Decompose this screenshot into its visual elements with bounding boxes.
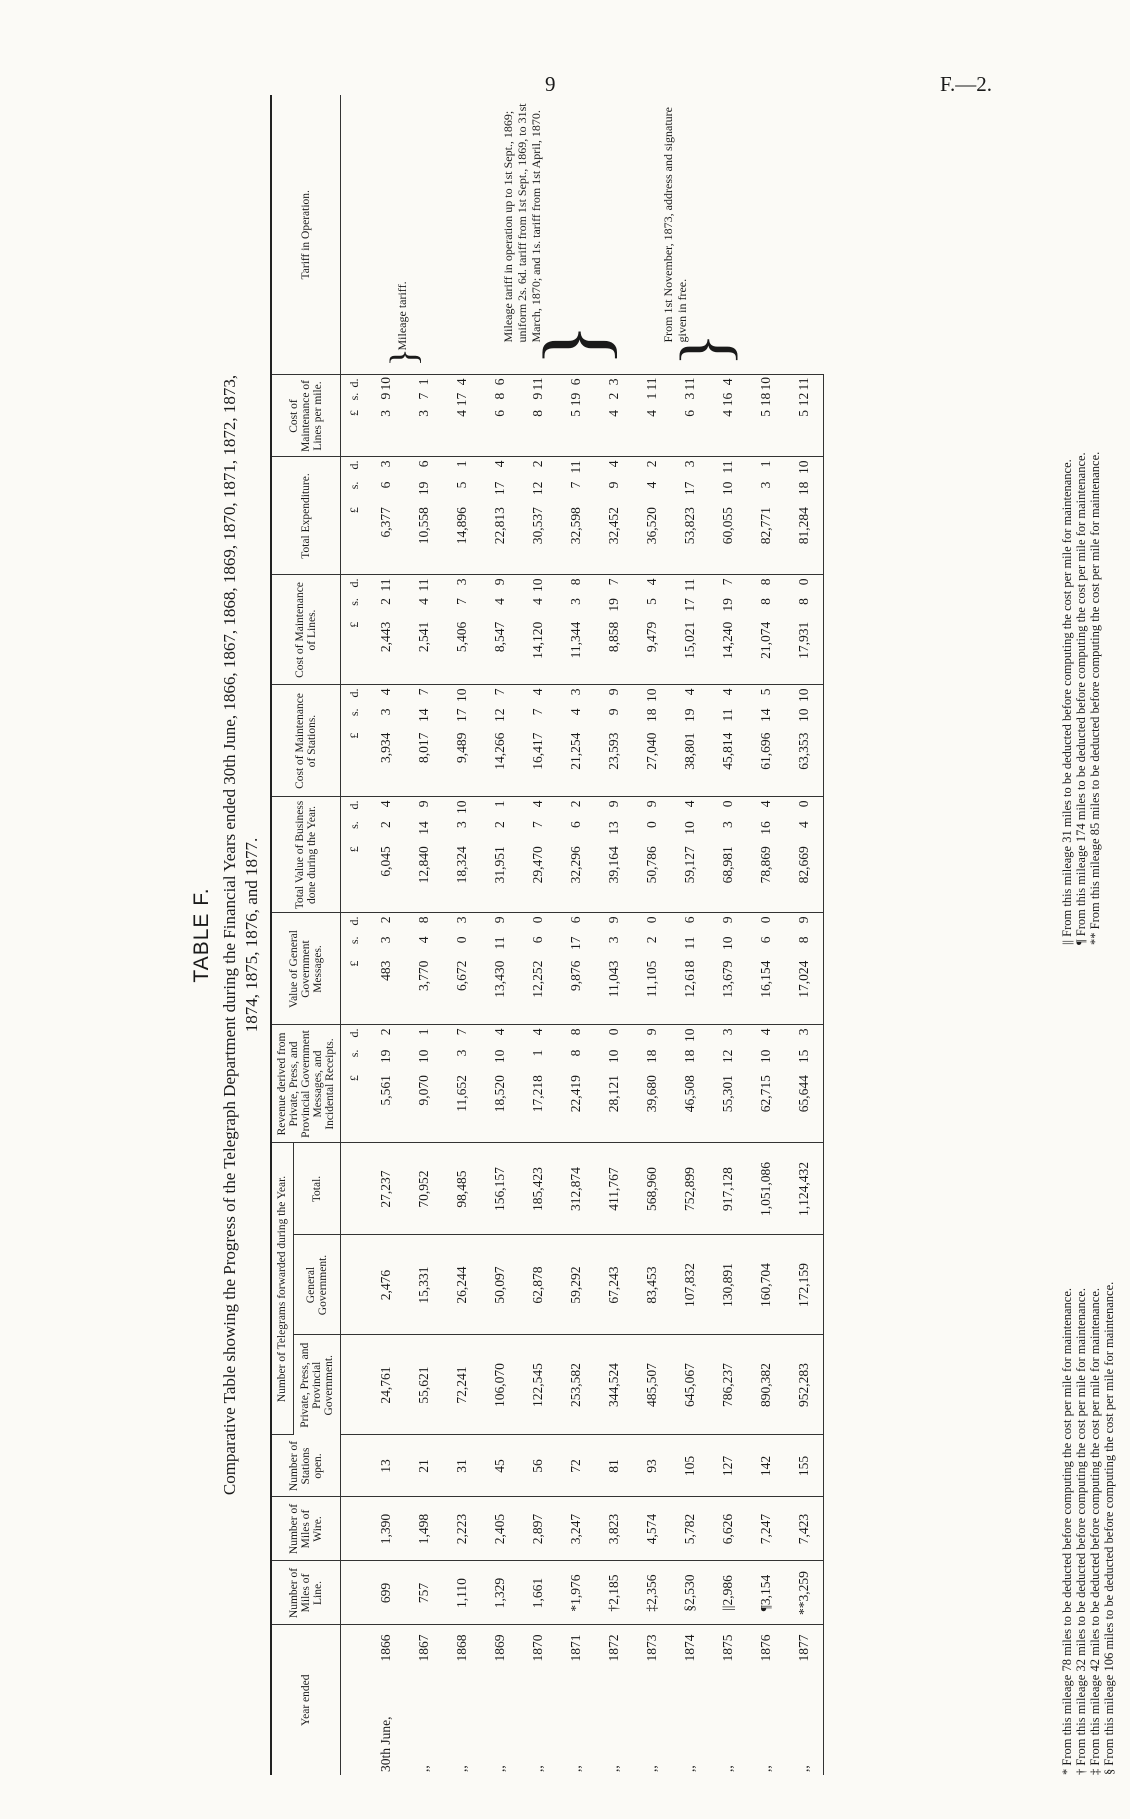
footnotes-right bbox=[1060, 245, 1102, 945]
cell-line: 1,661 bbox=[519, 1561, 557, 1625]
cell-line: 1,110 bbox=[443, 1561, 481, 1625]
cell-wire: 6,626 bbox=[709, 1497, 747, 1561]
cell-stations: 105 bbox=[671, 1435, 709, 1497]
cell-total-value: 29,470 7 4 bbox=[519, 797, 557, 913]
cell-line: §2,530 bbox=[671, 1561, 709, 1625]
cell-per-mile: 4 2 3 bbox=[595, 375, 633, 457]
cell-cost-lines: 14,120 4 10 bbox=[519, 575, 557, 685]
cell-total-value: 32,296 6 2 bbox=[557, 797, 595, 913]
cell-cost-lines: 17,931 8 0 bbox=[785, 575, 824, 685]
cell-general: 83,453 bbox=[633, 1235, 671, 1335]
cell-line: †2,185 bbox=[595, 1561, 633, 1625]
cell-cost-stations: 61,696 14 5 bbox=[747, 685, 785, 797]
cell-cost-stations: 16,417 7 4 bbox=[519, 685, 557, 797]
footnote: ‡ From this mileage 42 miles to be deducted before computing the cost per mile for maintenance. bbox=[1088, 1287, 1102, 1775]
cell-stations: 45 bbox=[481, 1435, 519, 1497]
cell-stations: 13 bbox=[367, 1435, 405, 1497]
cell-private: 344,524 bbox=[595, 1335, 633, 1435]
footnote: § From this mileage 106 miles to be deducted before computing the cost per mile for maintenance. bbox=[1102, 1281, 1116, 1775]
cell-cost-stations: 38,801 19 4 bbox=[671, 685, 709, 797]
cell-per-mile: 3 7 1 bbox=[405, 375, 443, 457]
cell-expenditure: 36,520 4 2 bbox=[633, 457, 671, 575]
footnote: ** From this mileage 85 miles to be deducted before computing the cost per mile for maintenance. bbox=[1088, 451, 1102, 945]
cell-wire: 1,498 bbox=[405, 1497, 443, 1561]
table-title: TABLE F. bbox=[190, 887, 213, 983]
cell-revenue: 5,561 19 2 bbox=[367, 1025, 405, 1143]
header-total: Total. bbox=[293, 1143, 340, 1235]
cell-line: ‡2,356 bbox=[633, 1561, 671, 1625]
cell-total: 1,124,432 bbox=[785, 1143, 824, 1235]
cell-revenue: 22,419 8 8 bbox=[557, 1025, 595, 1143]
header-revenue: Revenue derived from Private, Press, and Provincial Government Messages, and Incidental Receipts. bbox=[271, 1025, 341, 1143]
cell-private: 24,761 bbox=[367, 1335, 405, 1435]
cell-cost-lines: 21,074 8 8 bbox=[747, 575, 785, 685]
cell-year: ,, 1875 bbox=[720, 1634, 735, 1772]
footnote: † From this mileage 32 miles to be deducted before computing the cost per mile for maintenance. bbox=[1074, 1287, 1088, 1775]
cell-per-mile: 5 12 11 bbox=[785, 375, 824, 457]
tariff-text-1: Mileage tariff. bbox=[395, 281, 409, 351]
cell-cost-lines: 15,021 17 11 bbox=[671, 575, 709, 685]
cell-wire: 3,823 bbox=[595, 1497, 633, 1561]
cell-total: 1,051,086 bbox=[747, 1143, 785, 1235]
cell-stations: 72 bbox=[557, 1435, 595, 1497]
brace-icon: } bbox=[526, 323, 625, 367]
cell-total: 411,767 bbox=[595, 1143, 633, 1235]
cell-revenue: 39,680 18 9 bbox=[633, 1025, 671, 1143]
tariff-text-2: Mileage tariff in operation up to 1st Sept., 1869; uniform 2s. 6d. tariff from 1st Sept., 1869, to 31st March, 1870; and 1s. tariff from 1st April, 1870. bbox=[501, 103, 543, 343]
table-body bbox=[341, 95, 824, 1775]
cell-private: 122,545 bbox=[519, 1335, 557, 1435]
cell-general: 67,243 bbox=[595, 1235, 633, 1335]
cell-value-general: 17,024 8 9 bbox=[785, 913, 824, 1025]
cell-value-general: 16,154 6 0 bbox=[747, 913, 785, 1025]
brace-icon: } bbox=[383, 348, 425, 367]
cell-per-mile: 4 16 4 bbox=[709, 375, 747, 457]
units-per-mile: £ s. d. bbox=[341, 375, 368, 457]
cell-value-general: 483 3 2 bbox=[367, 913, 405, 1025]
cell-value-general: 13,679 10 9 bbox=[709, 913, 747, 1025]
cell-value-general: 6,672 0 3 bbox=[443, 913, 481, 1025]
footnote: || From this mileage 31 miles to be deducted before computing the cost per mile for maintenance. bbox=[1060, 459, 1074, 945]
cell-private: 253,582 bbox=[557, 1335, 595, 1435]
units-cost-stations: £ s. d. bbox=[341, 685, 368, 797]
cell-value-general: 12,252 6 0 bbox=[519, 913, 557, 1025]
cell-cost-lines: 8,547 4 9 bbox=[481, 575, 519, 685]
table-subtitle-line1: Comparative Table showing the Progress of the Telegraph Department during the Financial Years ended 30th June, 1866, 1867, 1868, 1869, 1870, 1871, 1872, 1873, bbox=[220, 374, 239, 1496]
cell-cost-lines: 11,344 3 8 bbox=[557, 575, 595, 685]
cell-line: **3,259 bbox=[785, 1561, 824, 1625]
cell-total: 312,874 bbox=[557, 1143, 595, 1235]
cell-year: ,, 1869 bbox=[492, 1634, 507, 1772]
cell-expenditure: 60,055 10 11 bbox=[709, 457, 747, 575]
cell-cost-stations: 45,814 11 4 bbox=[709, 685, 747, 797]
footnote: ¶ From this mileage 174 miles to be deducted before computing the cost per mile for maintenance. bbox=[1074, 452, 1088, 945]
cell-per-mile: 5 19 6 bbox=[557, 375, 595, 457]
cell-total: 27,237 bbox=[367, 1143, 405, 1235]
cell-private: 645,067 bbox=[671, 1335, 709, 1435]
cell-expenditure: 82,771 3 1 bbox=[747, 457, 785, 575]
units-row bbox=[341, 95, 368, 1775]
cell-expenditure: 32,598 7 11 bbox=[557, 457, 595, 575]
cell-cost-stations: 27,040 18 10 bbox=[633, 685, 671, 797]
cell-stations: 31 bbox=[443, 1435, 481, 1497]
rotated-table-area bbox=[190, 95, 1130, 1775]
header-tariff: Tariff in Operation. bbox=[271, 95, 341, 375]
cell-revenue: 28,121 10 0 bbox=[595, 1025, 633, 1143]
cell-total-value: 50,786 0 9 bbox=[633, 797, 671, 913]
cell-private: 55,621 bbox=[405, 1335, 443, 1435]
cell-wire: 4,574 bbox=[633, 1497, 671, 1561]
page-number: 9 bbox=[545, 72, 556, 96]
cell-cost-stations: 23,593 9 9 bbox=[595, 685, 633, 797]
cell-private: 72,241 bbox=[443, 1335, 481, 1435]
units-cost-lines: £ s. d. bbox=[341, 575, 368, 685]
cell-stations: 56 bbox=[519, 1435, 557, 1497]
header-private: Private, Press, and Provincial Government. bbox=[293, 1335, 340, 1435]
cell-revenue: 55,301 12 3 bbox=[709, 1025, 747, 1143]
cell-line: 1,329 bbox=[481, 1561, 519, 1625]
cell-year: ,, 1876 bbox=[758, 1634, 773, 1772]
cell-stations: 155 bbox=[785, 1435, 824, 1497]
header-stations-open: Number of Stations open. bbox=[271, 1435, 341, 1497]
cell-cost-lines: 8,858 19 7 bbox=[595, 575, 633, 685]
cell-total-value: 78,869 16 4 bbox=[747, 797, 785, 913]
cell-total-value: 68,981 3 0 bbox=[709, 797, 747, 913]
cell-revenue: 17,218 1 4 bbox=[519, 1025, 557, 1143]
cell-revenue: 46,508 18 10 bbox=[671, 1025, 709, 1143]
cell-general: 130,891 bbox=[709, 1235, 747, 1335]
cell-private: 485,507 bbox=[633, 1335, 671, 1435]
cell-total: 156,157 bbox=[481, 1143, 519, 1235]
cell-wire: 7,247 bbox=[747, 1497, 785, 1561]
cell-total-value: 39,164 13 9 bbox=[595, 797, 633, 913]
cell-stations: 142 bbox=[747, 1435, 785, 1497]
cell-total-value: 59,127 10 4 bbox=[671, 797, 709, 913]
progress-table bbox=[270, 95, 824, 1775]
cell-revenue: 9,070 10 1 bbox=[405, 1025, 443, 1143]
cell-expenditure: 81,284 18 10 bbox=[785, 457, 824, 575]
cell-year: ,, 1872 bbox=[606, 1634, 621, 1772]
header-total-value: Total Value of Business done during the Year. bbox=[271, 797, 341, 913]
header-year-ended: Year ended bbox=[271, 1625, 341, 1775]
cell-general: 15,331 bbox=[405, 1235, 443, 1335]
header-cost-per-mile: Cost of Maintenance of Lines per mile. bbox=[271, 375, 341, 457]
cell-cost-stations: 9,489 17 10 bbox=[443, 685, 481, 797]
cell-expenditure: 32,452 9 4 bbox=[595, 457, 633, 575]
header-miles-of-line: Number of Miles of Line. bbox=[271, 1561, 341, 1625]
cell-cost-lines: 2,443 2 11 bbox=[367, 575, 405, 685]
cell-cost-lines: 9,479 5 4 bbox=[633, 575, 671, 685]
cell-value-general: 13,430 11 9 bbox=[481, 913, 519, 1025]
cell-private: 786,237 bbox=[709, 1335, 747, 1435]
header-cost-lines: Cost of Maintenance of Lines. bbox=[271, 575, 341, 685]
cell-general: 2,476 bbox=[367, 1235, 405, 1335]
cell-cost-stations: 3,934 3 4 bbox=[367, 685, 405, 797]
cell-per-mile: 6 3 11 bbox=[671, 375, 709, 457]
tariff-text-3: From 1st November, 1873, address and signature given in free. bbox=[661, 107, 689, 343]
cell-year: ,, 1870 bbox=[530, 1634, 545, 1772]
cell-value-general: 11,105 2 0 bbox=[633, 913, 671, 1025]
cell-per-mile: 4 17 4 bbox=[443, 375, 481, 457]
cell-general: 59,292 bbox=[557, 1235, 595, 1335]
cell-per-mile: 8 9 11 bbox=[519, 375, 557, 457]
cell-year: ,, 1874 bbox=[682, 1634, 697, 1772]
cell-value-general: 11,043 3 9 bbox=[595, 913, 633, 1025]
header-value-general: Value of General Government Messages. bbox=[271, 913, 341, 1025]
cell-per-mile: 4 1 11 bbox=[633, 375, 671, 457]
cell-expenditure: 10,558 19 6 bbox=[405, 457, 443, 575]
header-general: General Government. bbox=[293, 1235, 340, 1335]
header-cost-stations: Cost of Maintenance of Stations. bbox=[271, 685, 341, 797]
cell-per-mile: 6 8 6 bbox=[481, 375, 519, 457]
cell-cost-lines: 5,406 7 3 bbox=[443, 575, 481, 685]
cell-expenditure: 6,377 6 3 bbox=[367, 457, 405, 575]
cell-general: 62,878 bbox=[519, 1235, 557, 1335]
cell-stations: 93 bbox=[633, 1435, 671, 1497]
units-revenue: £ s. d. bbox=[341, 1025, 368, 1143]
cell-line: 757 bbox=[405, 1561, 443, 1625]
header-telegrams-group: Number of Telegrams forwarded during the Year. bbox=[271, 1143, 293, 1435]
cell-cost-lines: 2,541 4 11 bbox=[405, 575, 443, 685]
cell-total: 98,485 bbox=[443, 1143, 481, 1235]
cell-general: 50,097 bbox=[481, 1235, 519, 1335]
cell-total: 185,423 bbox=[519, 1143, 557, 1235]
cell-wire: 2,405 bbox=[481, 1497, 519, 1561]
cell-private: 106,070 bbox=[481, 1335, 519, 1435]
cell-cost-stations: 63,353 10 10 bbox=[785, 685, 824, 797]
cell-expenditure: 14,896 5 1 bbox=[443, 457, 481, 575]
cell-year: ,, 1877 bbox=[785, 1625, 824, 1775]
document-code: F.—2. bbox=[940, 72, 992, 96]
header-miles-of-wire: Number of Miles of Wire. bbox=[271, 1497, 341, 1561]
cell-general: 160,704 bbox=[747, 1235, 785, 1335]
cell-line: 699 bbox=[367, 1561, 405, 1625]
units-expenditure: £ s. d. bbox=[341, 457, 368, 575]
tariff-block-2 bbox=[501, 97, 625, 369]
tariff-column bbox=[341, 95, 824, 375]
cell-per-mile: 3 9 10 bbox=[367, 375, 405, 457]
cell-year: 30th June, 1866 bbox=[378, 1634, 393, 1772]
cell-cost-stations: 21,254 4 3 bbox=[557, 685, 595, 797]
cell-line: ¶3,154 bbox=[747, 1561, 785, 1625]
cell-line: *1,976 bbox=[557, 1561, 595, 1625]
cell-general: 26,244 bbox=[443, 1235, 481, 1335]
cell-wire: 3,247 bbox=[557, 1497, 595, 1561]
cell-cost-stations: 14,266 12 7 bbox=[481, 685, 519, 797]
cell-total: 752,899 bbox=[671, 1143, 709, 1235]
cell-wire: 1,390 bbox=[367, 1497, 405, 1561]
cell-general: 172,159 bbox=[785, 1235, 824, 1335]
cell-expenditure: 53,823 17 3 bbox=[671, 457, 709, 575]
header-row bbox=[271, 95, 293, 1775]
cell-cost-stations: 8,017 14 7 bbox=[405, 685, 443, 797]
cell-year: ,, 1868 bbox=[454, 1634, 469, 1772]
cell-total-value: 12,840 14 9 bbox=[405, 797, 443, 913]
cell-total: 917,128 bbox=[709, 1143, 747, 1235]
cell-total-value: 31,951 2 1 bbox=[481, 797, 519, 913]
cell-year: ,, 1873 bbox=[644, 1634, 659, 1772]
cell-expenditure: 22,813 17 4 bbox=[481, 457, 519, 575]
cell-total-value: 18,324 3 10 bbox=[443, 797, 481, 913]
footnotes-left bbox=[1060, 1015, 1116, 1775]
cell-revenue: 62,715 10 4 bbox=[747, 1025, 785, 1143]
cell-stations: 21 bbox=[405, 1435, 443, 1497]
cell-total-value: 82,669 4 0 bbox=[785, 797, 824, 913]
units-total-value: £ s. d. bbox=[341, 797, 368, 913]
cell-general: 107,832 bbox=[671, 1235, 709, 1335]
cell-value-general: 9,876 17 6 bbox=[557, 913, 595, 1025]
table-subtitle-line2: 1874, 1875, 1876, and 1877. bbox=[242, 837, 261, 1033]
units-value-general: £ s. d. bbox=[341, 913, 368, 1025]
cell-stations: 81 bbox=[595, 1435, 633, 1497]
cell-line: ||2,986 bbox=[709, 1561, 747, 1625]
tariff-block-3 bbox=[661, 97, 744, 369]
cell-per-mile: 5 18 10 bbox=[747, 375, 785, 457]
brace-icon: } bbox=[667, 332, 744, 367]
tariff-block-1 bbox=[381, 97, 425, 369]
cell-total-value: 6,045 2 4 bbox=[367, 797, 405, 913]
cell-wire: 5,782 bbox=[671, 1497, 709, 1561]
cell-revenue: 65,644 15 3 bbox=[785, 1025, 824, 1143]
cell-stations: 127 bbox=[709, 1435, 747, 1497]
cell-private: 952,283 bbox=[785, 1335, 824, 1435]
cell-value-general: 3,770 4 8 bbox=[405, 913, 443, 1025]
cell-wire: 7,423 bbox=[785, 1497, 824, 1561]
cell-expenditure: 30,537 12 2 bbox=[519, 457, 557, 575]
cell-total: 568,960 bbox=[633, 1143, 671, 1235]
cell-revenue: 11,652 3 7 bbox=[443, 1025, 481, 1143]
cell-total: 70,952 bbox=[405, 1143, 443, 1235]
cell-cost-lines: 14,240 19 7 bbox=[709, 575, 747, 685]
cell-private: 890,382 bbox=[747, 1335, 785, 1435]
header-total-expenditure: Total Expenditure. bbox=[271, 457, 341, 575]
cell-year: ,, 1867 bbox=[416, 1634, 431, 1772]
cell-value-general: 12,618 11 6 bbox=[671, 913, 709, 1025]
cell-revenue: 18,520 10 4 bbox=[481, 1025, 519, 1143]
cell-year: ,, 1871 bbox=[568, 1634, 583, 1772]
cell-wire: 2,897 bbox=[519, 1497, 557, 1561]
footnote: * From this mileage 78 miles to be deducted before computing the cost per mile for maintenance. bbox=[1060, 1287, 1074, 1775]
cell-wire: 2,223 bbox=[443, 1497, 481, 1561]
